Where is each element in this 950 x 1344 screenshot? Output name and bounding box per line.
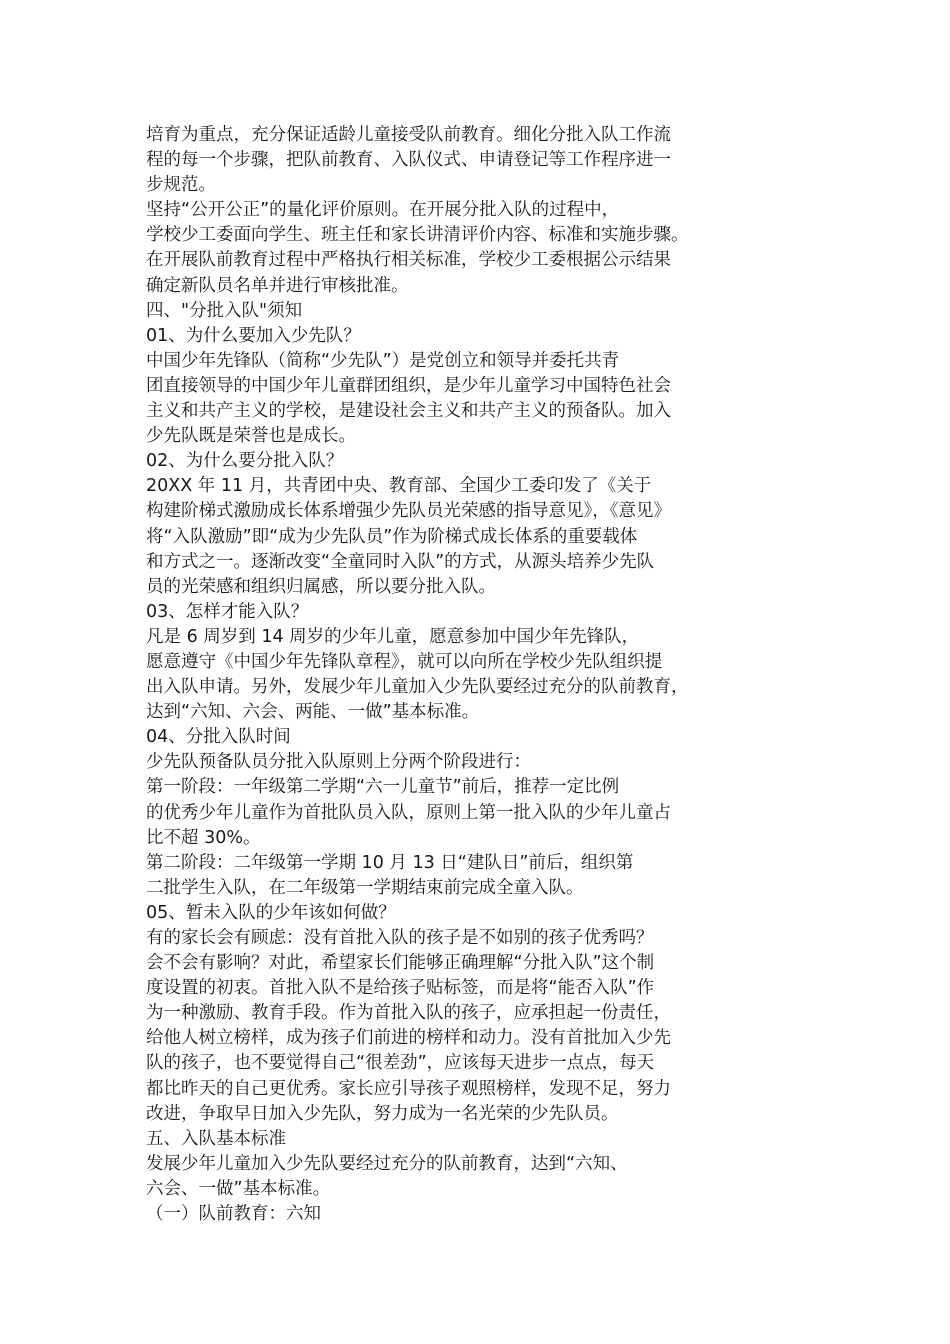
text-line: 03、怎样才能入队？ <box>146 601 309 622</box>
text-line: 比不超 30%。 <box>146 827 261 848</box>
text-line: 员的光荣感和组织归属感，所以要分批入队。 <box>146 576 496 597</box>
text-line: 二批学生入队，在二年级第一学期结束前完成全童入队。 <box>146 877 584 898</box>
text-line: 出入队申请。另外，发展少年儿童加入少先队要经过充分的队前教育， <box>146 677 689 698</box>
text-line: 20XX 年 11 月，共青团中央、教育部、全国少工委印发了《关于 <box>146 476 652 497</box>
text-line: 度设置的初衷。首批入队不是给孩子贴标签，而是将“能否入队”作 <box>146 978 655 999</box>
text-line: 确定新队员名单并进行审核批准。 <box>146 275 409 296</box>
text-line: 05、暂未入队的少年该如何做？ <box>146 902 396 923</box>
text-line: 队的孩子，也不要觉得自己“很差劲”，应该每天进步一点点，每天 <box>146 1053 655 1074</box>
text-line: 04、分批入队时间 <box>146 727 291 748</box>
text-line: 有的家长会有顾虑：没有首批入队的孩子是不如别的孩子优秀吗？ <box>146 928 654 948</box>
text-line: 的优秀少年儿童作为首批队员入队，原则上第一批入队的少年儿童占 <box>146 802 671 823</box>
text-line: 少先队既是荣誉也是成长。 <box>146 426 356 447</box>
text-line: 五、入队基本标准 <box>146 1128 286 1149</box>
text-line: 改进，争取早日加入少先队，努力成为一名光荣的少先队员。 <box>146 1103 619 1124</box>
text-line: 第二阶段：二年级第一学期 10 月 13 日“建队日”前后，组织第 <box>146 852 634 873</box>
text-line: 会不会有影响？对此，希望家长们能够正确理解“分批入队”这个制 <box>146 953 655 974</box>
text-line: 达到“六知、六会、两能、一做”基本标准。 <box>146 702 480 723</box>
text-line: 发展少年儿童加入少先队要经过充分的队前教育，达到“六知、 <box>146 1153 628 1174</box>
text-line: （一）队前教育：六知 <box>146 1204 321 1225</box>
text-line: 步规范。 <box>146 175 216 196</box>
text-line: 中国少年先锋队（简称“少先队”）是党创立和领导并委托共青 <box>146 350 620 371</box>
document-body <box>146 123 746 1227</box>
text-line: 六会、一做”基本标准。 <box>146 1178 331 1199</box>
text-line: 凡是 6 周岁到 14 周岁的少年儿童，愿意参加中国少年先锋队， <box>146 626 640 647</box>
text-line: 愿意遵守《中国少年先锋队章程》，就可以向所在学校少先队组织提 <box>146 651 663 672</box>
text-line: 团直接领导的中国少年儿童群团组织，是少年儿童学习中国特色社会 <box>146 375 671 396</box>
text-line: 四、"分批入队"须知 <box>146 300 303 321</box>
text-line: 01、为什么要加入少先队？ <box>146 325 361 346</box>
text-line: 都比昨天的自己更优秀。家长应引导孩子观照榜样，发现不足，努力 <box>146 1078 671 1099</box>
text-line: 第一阶段：一年级第二学期“六一儿童节”前后，推荐一定比例 <box>146 777 620 798</box>
text-line: 学校少工委面向学生、班主任和家长讲清评价内容、标准和实施步骤。 <box>146 225 689 246</box>
text-line: 培育为重点，充分保证适龄儿童接受队前教育。细化分批入队工作流 <box>146 125 671 145</box>
text-line: 将“入队激励”即“成为少先队员”作为阶梯式成长体系的重要载体 <box>146 526 638 547</box>
text-line: 02、为什么要分批入队？ <box>146 451 344 472</box>
text-line: 程的每一个步骤，把队前教育、入队仪式、申请登记等工作程序进一 <box>146 150 671 171</box>
text-line: 主义和共产主义的学校，是建设社会主义和共产主义的预备队。加入 <box>146 401 671 422</box>
text-line: 少先队预备队员分批入队原则上分两个阶段进行： <box>146 752 531 773</box>
text-line: 给他人树立榜样，成为孩子们前进的榜样和动力。没有首批加入少先 <box>146 1028 671 1049</box>
text-line: 在开展队前教育过程中严格执行相关标准，学校少工委根据公示结果 <box>146 250 671 271</box>
text-line: 坚持“公开公正”的量化评价原则。在开展分批入队的过程中， <box>146 200 620 221</box>
text-line: 为一种激励、教育手段。作为首批入队的孩子，应承担起一份责任， <box>146 1003 671 1024</box>
text-line: 和方式之一。逐渐改变“全童同时入队”的方式，从源头培养少先队 <box>146 551 655 572</box>
text-line: 构建阶梯式激励成长体系增强少先队员光荣感的指导意见》，《意见》 <box>146 501 671 522</box>
